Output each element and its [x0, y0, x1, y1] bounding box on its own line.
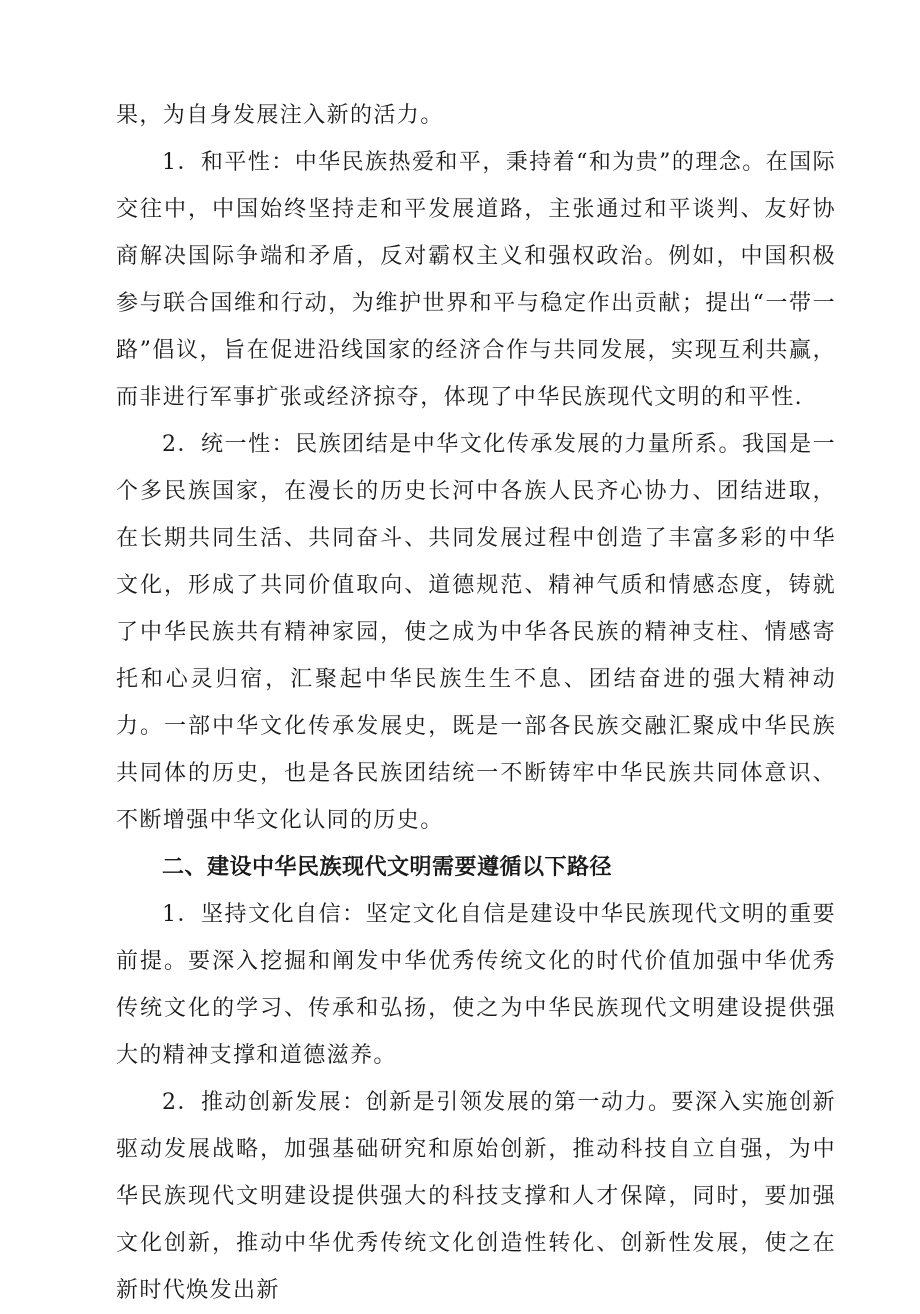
- paragraph-continuation: 果，为自身发展注入新的活力。: [116, 103, 444, 128]
- section-heading: 二、建设中华民族现代文明需要遵循以下路径: [162, 855, 613, 880]
- paragraph-unity: 2．统一性：民族团结是中华文化传承发展的力量所系。我国是一个多民族国家，在漫长的历史长河中各族人民齐心协力、团结进取，在长期共同生活、共同奋斗、共同发展过程中创造了丰富多彩的中华文化，形成了共同价值取向、道德规范、精神气质和情感态度，铸就了中华民族共有精神家园，使之成为中华各民族的精神支柱、情感寄托和心灵归宿，汇聚起中华民族生生不息、团结奋进的强大精神动力。一部中华文化传承发展史，既是一部各民族交融汇聚成中华民族共同体的历史，也是各民族团结统一不断铸牢中华民族共同体意识、不断增强中华文化认同的历史。: [116, 432, 836, 833]
- paragraph-cultural-confidence: 1．坚持文化自信：坚定文化自信是建设中华民族现代文明的重要前提。要深入挖掘和阐发中华优秀传统文化的时代价值加强中华优秀传统文化的学习、传承和弘扬，使之为中华民族现代文明建设提供强大的精神支撑和道德滋养。: [116, 902, 836, 1068]
- paragraph-innovation: 2．推动创新发展：创新是引领发展的第一动力。要深入实施创新驱动发展战略，加强基础研究和原始创新，推动科技自立自强，为中华民族现代文明建设提供强大的科技支撑和人才保障，同时，要加强文化创新，推动中华优秀传统文化创造性转化、创新性发展，使之在新时代焕发出新: [116, 1090, 836, 1303]
- document-page: [116, 92, 836, 1314]
- paragraph-peacefulness: 1．和平性：中华民族热爱和平，秉持着“和为贵”的理念。在国际交往中，中国始终坚持走和平发展道路，主张通过和平谈判、友好协商解决国际争端和矛盾，反对霸权主义和强权政治。例如，中国积极参与联合国维和行动，为维护世界和平与稳定作出贡献；提出“一带一路”倡议，旨在促进沿线国家的经济合作与共同发展，实现互利共赢，而非进行军事扩张或经济掠夺，体现了中华民族现代文明的和平性.: [116, 150, 836, 410]
